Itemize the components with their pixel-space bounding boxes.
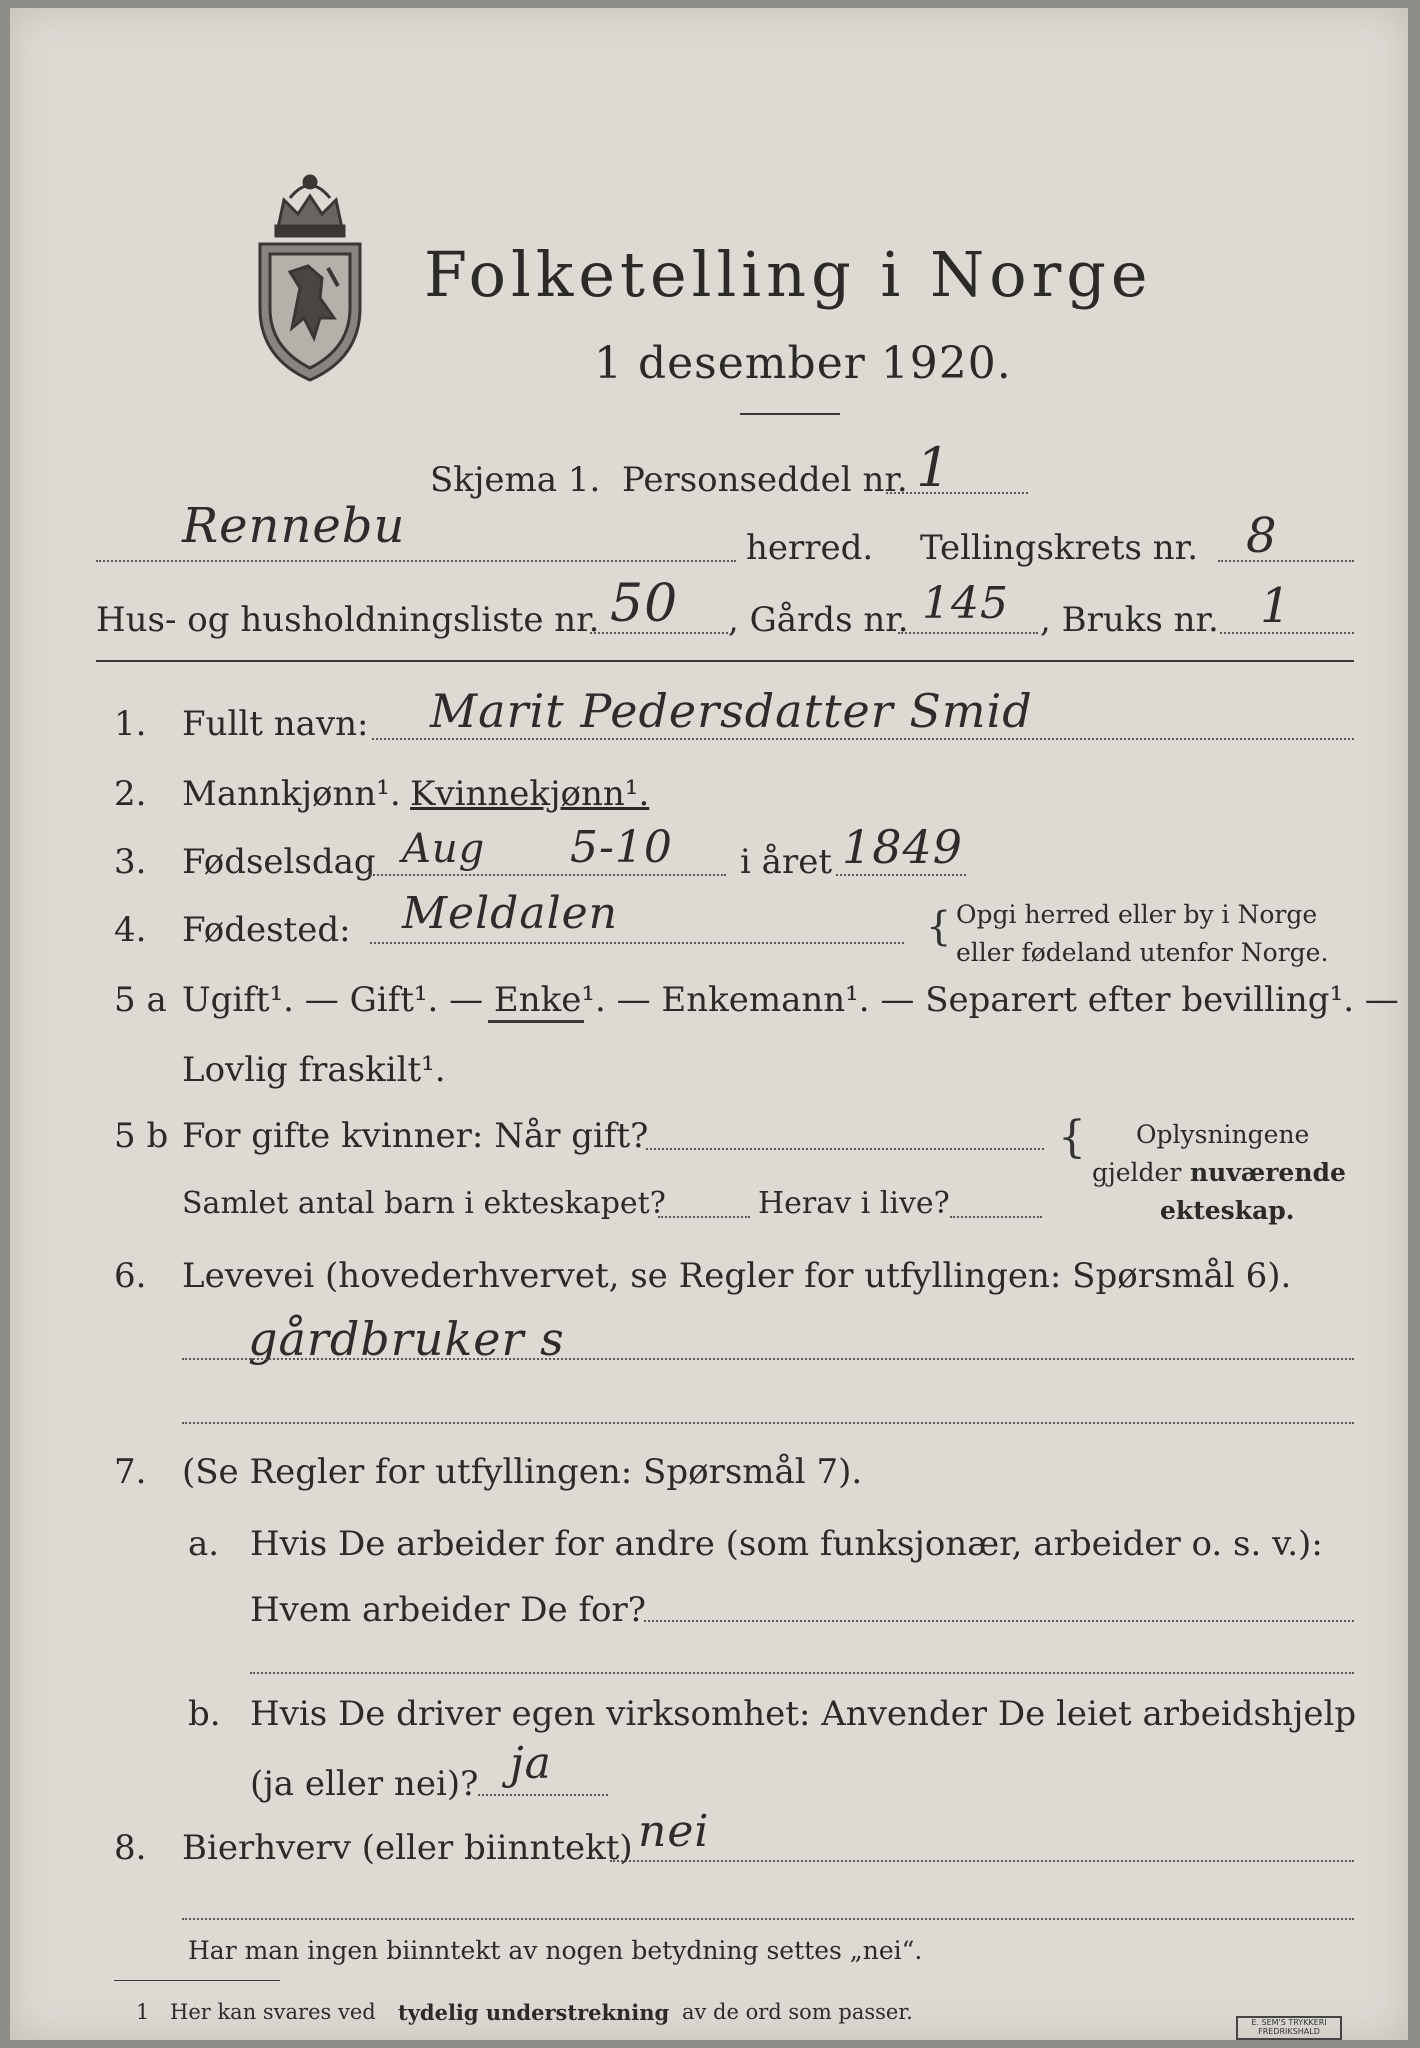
q7b-text: Hvis De driver egen virksomhet: Anvender De leiet arbeidshjelp [250, 1694, 1357, 1734]
q1-number: 1. [114, 704, 147, 744]
q5a-marital-options: Ugift¹. — Gift¹. — Enke¹. — Enkemann¹. — Separert efter bevilling¹. — [182, 980, 1399, 1020]
q1-field-line [372, 738, 1354, 740]
q6-label: Levevei (hovederhvervet, se Regler for utfyllingen: Spørsmål 6). [182, 1256, 1292, 1296]
q4-field-line [370, 942, 904, 944]
herred-label: herred. [746, 528, 874, 568]
q4-note-line-2: eller fødeland utenfor Norge. [956, 938, 1329, 967]
header-divider [96, 660, 1354, 662]
bruks-value: 1 [1260, 578, 1292, 634]
q3-date-value: 5-10 [570, 822, 673, 873]
q3-date-field-line [370, 874, 726, 876]
q8-value: nei [638, 1806, 710, 1857]
q2-kvinnekjonn-label: Kvinnekjønn¹. [410, 774, 650, 814]
census-date: 1 desember 1920. [594, 338, 1012, 389]
husholdningsliste-label: Hus- og husholdningsliste nr. [96, 600, 600, 640]
q3-year-value: 1849 [842, 820, 964, 874]
q7a-letter: a. [188, 1524, 220, 1564]
q3-year-label: i året [740, 842, 832, 882]
q7-label: (Se Regler for utfyllingen: Spørsmål 7). [182, 1452, 863, 1492]
q7b-ja-nei-label: (ja eller nei)? [250, 1764, 479, 1804]
q5b-antal-barn-label: Samlet antal barn i ekteskapet? [182, 1186, 666, 1221]
gards-value: 145 [922, 578, 1009, 629]
q3-year-field-line [836, 874, 966, 876]
personseddel-field-line [886, 492, 1028, 494]
q5b-note-line-2b: nuværende [1190, 1158, 1346, 1187]
q5a-enke-underline [488, 1020, 584, 1023]
footnote-divider [114, 1980, 280, 1981]
printer-stamp: E. SEM'S TRYKKERI FREDRIKSHALD [1236, 2016, 1342, 2040]
q6-occupation-value: gårdbruker s [248, 1312, 565, 1366]
q5a-number: 5 a [114, 980, 167, 1020]
q3-number: 3. [114, 842, 147, 882]
q4-note-line-1: Opgi herred eller by i Norge [956, 900, 1318, 929]
personseddel-label: Personseddel nr. [622, 460, 908, 500]
q7b-letter: b. [188, 1694, 221, 1734]
footnote-text-a: Her kan svares ved [170, 2000, 376, 2024]
norwegian-coat-of-arms-icon [250, 168, 370, 383]
q7a-field-line-1 [644, 1620, 1354, 1622]
gards-label: , Gårds nr. [728, 600, 909, 640]
footnote-number: 1 [136, 2000, 150, 2024]
q5b-naar-gift-field-line [646, 1148, 1044, 1150]
q5b-naar-gift-label: For gifte kvinner: Når gift? [182, 1116, 649, 1156]
q2-number: 2. [114, 774, 147, 814]
herred-value: Rennebu [182, 498, 406, 554]
personseddel-value: 1 [916, 436, 952, 499]
gards-field-line [898, 632, 1038, 634]
q8-field-line-1 [610, 1860, 1354, 1862]
q8-number: 8. [114, 1828, 147, 1868]
tellingskrets-value: 8 [1246, 508, 1278, 564]
q7a-text: Hvis De arbeider for andre (som funksjonær, arbeider o. s. v.): [250, 1524, 1323, 1564]
q7b-field-line [478, 1794, 608, 1796]
q5b-number: 5 b [114, 1116, 169, 1156]
q3-day-value: Aug [402, 826, 486, 872]
tellingskrets-field-line [1218, 560, 1354, 562]
q5b-antal-barn-field-line [658, 1216, 750, 1218]
bruks-label: , Bruks nr. [1040, 600, 1219, 640]
footnote-text-c: av de ord som passer. [682, 2000, 913, 2024]
q7-number: 7. [114, 1452, 147, 1492]
q8-field-line-2 [182, 1918, 1354, 1920]
q6-field-line-2 [182, 1422, 1354, 1424]
census-form-sheet [10, 8, 1408, 2040]
q5b-herav-i-live-label: Herav i live? [758, 1186, 950, 1221]
title-divider [740, 413, 840, 415]
q5b-note-line-1: Oplysningene [1136, 1120, 1310, 1149]
tellingskrets-label: Tellingskrets nr. [920, 528, 1199, 568]
footnote-text-b: tydelig understrekning [398, 2000, 670, 2025]
q6-field-line-1 [182, 1358, 1354, 1360]
q4-label: Fødested: [182, 910, 351, 950]
husholdningsliste-value: 50 [610, 574, 679, 634]
q1-full-name-value: Marit Pedersdatter Smid [430, 684, 1033, 738]
q1-label: Fullt navn: [182, 704, 369, 744]
q7b-value: ja [510, 1738, 552, 1789]
footer-note: Har man ingen biinntekt av nogen betydning settes „nei“. [188, 1936, 923, 1965]
q4-number: 4. [114, 910, 147, 950]
q8-label: Bierhverv (eller biinntekt) [182, 1828, 633, 1868]
skjema-label: Skjema 1. [430, 460, 601, 500]
q7a-field-line-2 [250, 1672, 1354, 1674]
q5b-herav-i-live-field-line [950, 1216, 1042, 1218]
q6-number: 6. [114, 1256, 147, 1296]
q7a-hvem-label: Hvem arbeider De for? [250, 1590, 646, 1630]
q4-note-brace: { [926, 904, 952, 950]
q4-birthplace-value: Meldalen [402, 888, 619, 939]
herred-field-line [96, 560, 736, 562]
q5a-lovlig-fraskilt: Lovlig fraskilt¹. [182, 1050, 446, 1090]
form-title: Folketelling i Norge [424, 238, 1153, 311]
q5b-note-brace: { [1058, 1112, 1086, 1163]
q2-mannkjonn-label: Mannkjønn¹. [182, 774, 401, 814]
q5b-note-line-3: ekteskap. [1160, 1196, 1295, 1225]
q5b-note-line-2a: gjelder [1092, 1158, 1182, 1187]
q3-label: Fødselsdag [182, 842, 376, 882]
